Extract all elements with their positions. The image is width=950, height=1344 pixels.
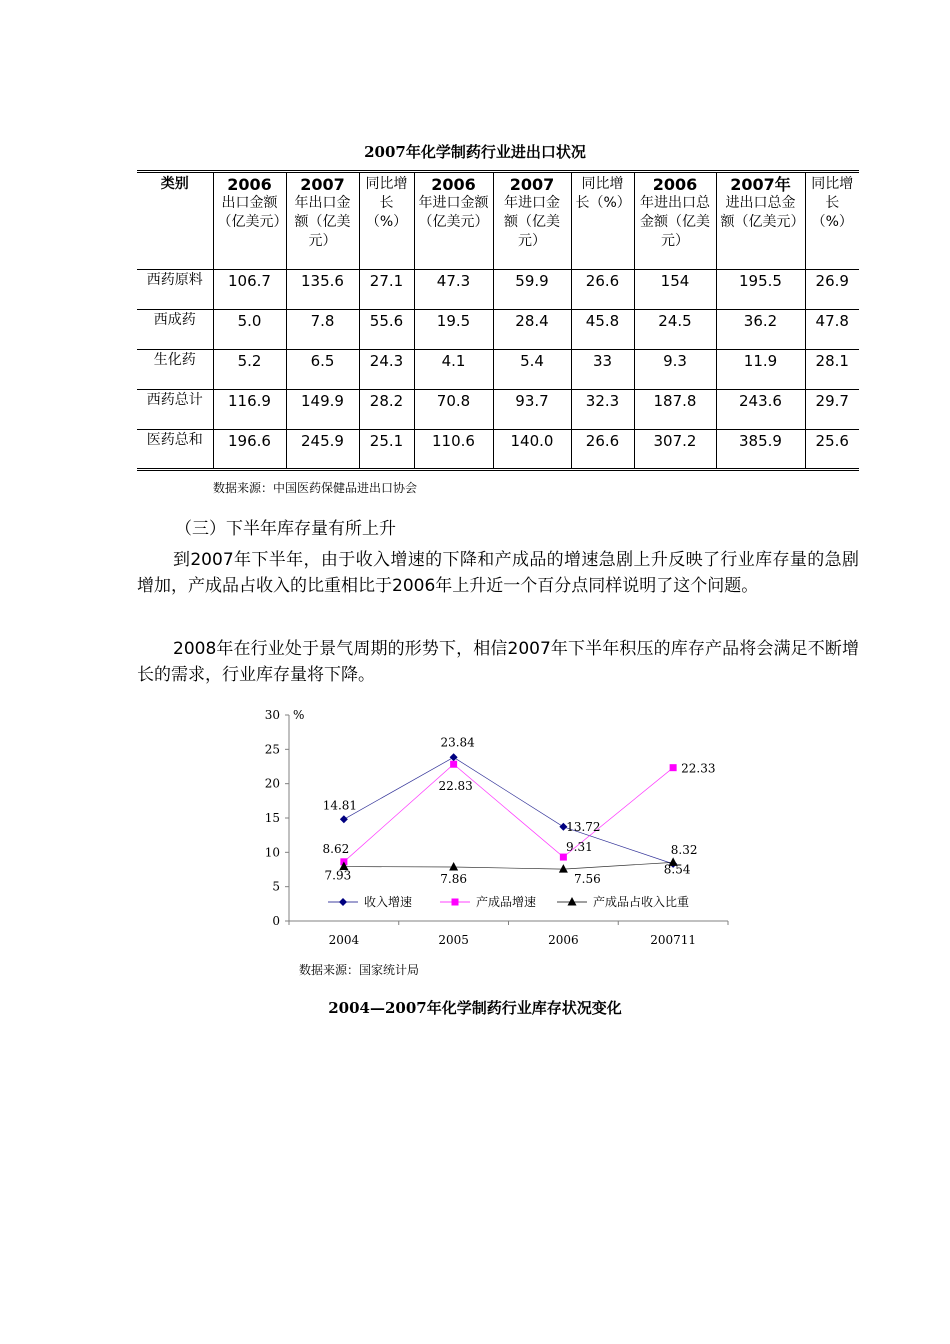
header-cell: 2006 出口金额（亿美元）: [213, 172, 286, 270]
table-cell: 307.2: [634, 430, 716, 470]
table-cell: 154: [634, 270, 716, 310]
header-cell: 2007 年出口金额（亿美元）: [286, 172, 359, 270]
row-category-cell: 西成药: [137, 310, 213, 350]
section-heading: （三）下半年库存量有所上升: [175, 519, 396, 539]
data-point: [560, 854, 567, 861]
data-label: 8.62: [322, 841, 350, 856]
legend-marker: [339, 898, 347, 906]
data-label: 8.32: [670, 842, 698, 857]
legend-marker: [452, 899, 459, 906]
x-tick-label: 2005: [438, 933, 469, 947]
table-cell: 7.8: [286, 310, 359, 350]
table-cell: 195.5: [716, 270, 805, 310]
table-cell: 24.5: [634, 310, 716, 350]
data-point: [450, 753, 458, 761]
table-row: [137, 350, 859, 390]
chart-source-note: 数据来源：国家统计局: [299, 963, 420, 977]
table-cell: 28.2: [359, 390, 414, 430]
header-cell: 同比增长（%）: [805, 172, 859, 270]
y-tick-label: 20: [264, 776, 280, 791]
table-cell: 4.1: [414, 350, 493, 390]
table-cell: 55.6: [359, 310, 414, 350]
header-category: 类别: [137, 172, 213, 270]
y-tick-label: 0: [272, 914, 280, 928]
table-row: [137, 430, 859, 470]
row-category-cell: 西药总计: [137, 390, 213, 430]
table-title: 2007年化学制药行业进出口状况: [364, 143, 586, 161]
table-cell: 26.6: [571, 270, 634, 310]
y-tick-label: 10: [264, 845, 280, 860]
table-cell: 243.6: [716, 390, 805, 430]
trade-table: [137, 170, 859, 471]
data-label: 9.31: [566, 840, 593, 855]
table-cell: 33: [571, 350, 634, 390]
y-tick-label: 25: [264, 742, 280, 757]
table-cell: 45.8: [571, 310, 634, 350]
table-cell: 11.9: [716, 350, 805, 390]
y-tick-label: 15: [264, 811, 280, 825]
table-cell: 6.5: [286, 350, 359, 390]
table-cell: 32.3: [571, 390, 634, 430]
legend-label: 产成品占收入比重: [593, 895, 690, 909]
table-cell: 135.6: [286, 270, 359, 310]
x-tick-label: 200711: [650, 933, 697, 947]
table-cell: 116.9: [213, 390, 286, 430]
x-tick-label: 2006: [548, 933, 579, 947]
data-label: 7.86: [440, 872, 467, 887]
data-point: [340, 815, 348, 823]
data-point: [559, 864, 568, 873]
table-header-row: [137, 172, 859, 270]
table-cell: 5.4: [493, 350, 571, 390]
table-cell: 140.0: [493, 430, 571, 470]
paragraph: 2008年在行业处于景气周期的形势下，相信2007年下半年积压的库存产品将会满足不断增长的需求，行业库存量将下降。: [137, 639, 859, 685]
table-cell: 5.0: [213, 310, 286, 350]
table-cell: 149.9: [286, 390, 359, 430]
table-cell: 93.7: [493, 390, 571, 430]
header-cell: 2007年 进出口总金额（亿美元）: [716, 172, 805, 270]
table-cell: 25.1: [359, 430, 414, 470]
table-row: [137, 390, 859, 430]
header-cell: 2007 年进口金额（亿美元）: [493, 172, 571, 270]
table-cell: 19.5: [414, 310, 493, 350]
chart-title: 2004—2007年化学制药行业库存状况变化: [328, 999, 622, 1017]
table-cell: 27.1: [359, 270, 414, 310]
paragraph: 到2007年下半年，由于收入增速的下降和产成品的增速急剧上升反映了行业库存量的急剧增加，产成品占收入的比重相比于2006年上升近一个百分点同样说明了这个问题。: [137, 550, 859, 596]
table-cell: 24.3: [359, 350, 414, 390]
table-row: [137, 310, 859, 350]
table-cell: 9.3: [634, 350, 716, 390]
table-cell: 36.2: [716, 310, 805, 350]
row-category-cell: 医药总和: [137, 430, 213, 470]
table-cell: 59.9: [493, 270, 571, 310]
data-label: 8.54: [663, 862, 691, 877]
data-label: 23.84: [440, 735, 475, 750]
data-label: 7.93: [324, 868, 352, 883]
data-point: [670, 764, 677, 771]
y-tick-label: 5: [272, 879, 280, 894]
data-label: 13.72: [566, 819, 601, 834]
table-cell: 5.2: [213, 350, 286, 390]
legend-label: 收入增速: [364, 895, 413, 909]
table-cell: 26.9: [805, 270, 859, 310]
data-label: 14.81: [322, 798, 358, 813]
header-cell: 2006 年进出口总金额（亿美元）: [634, 172, 716, 270]
table-cell: 28.4: [493, 310, 571, 350]
header-cell: 同比增长（%）: [571, 172, 634, 270]
table-cell: 187.8: [634, 390, 716, 430]
series-line: [344, 862, 673, 869]
header-cell: 同比增长（%）: [359, 172, 414, 270]
y-tick-label: 30: [264, 708, 280, 722]
row-category-cell: 生化药: [137, 350, 213, 390]
table-cell: 29.7: [805, 390, 859, 430]
table-cell: 385.9: [716, 430, 805, 470]
legend-marker: [568, 897, 577, 906]
table-cell: 47.3: [414, 270, 493, 310]
table-cell: 70.8: [414, 390, 493, 430]
table-cell: 26.6: [571, 430, 634, 470]
inventory-line-chart: [250, 700, 750, 955]
table-cell: 28.1: [805, 350, 859, 390]
table-cell: 110.6: [414, 430, 493, 470]
data-label: 7.56: [574, 872, 601, 887]
row-category-cell: 西药原料: [137, 270, 213, 310]
table-cell: 47.8: [805, 310, 859, 350]
data-label: 22.33: [681, 761, 716, 776]
table-cell: 106.7: [213, 270, 286, 310]
data-point: [449, 862, 458, 871]
data-point: [450, 761, 457, 768]
y-unit-label: %: [293, 708, 305, 722]
table-source-note: 数据来源：中国医药保健品进出口协会: [213, 481, 418, 495]
data-label: 22.83: [438, 779, 473, 794]
table-cell: 25.6: [805, 430, 859, 470]
header-cell: 2006 年进口金额（亿美元）: [414, 172, 493, 270]
table-cell: 245.9: [286, 430, 359, 470]
table-row: [137, 270, 859, 310]
x-tick-label: 2004: [328, 933, 360, 947]
legend-label: 产成品增速: [476, 895, 537, 909]
table-cell: 196.6: [213, 430, 286, 470]
